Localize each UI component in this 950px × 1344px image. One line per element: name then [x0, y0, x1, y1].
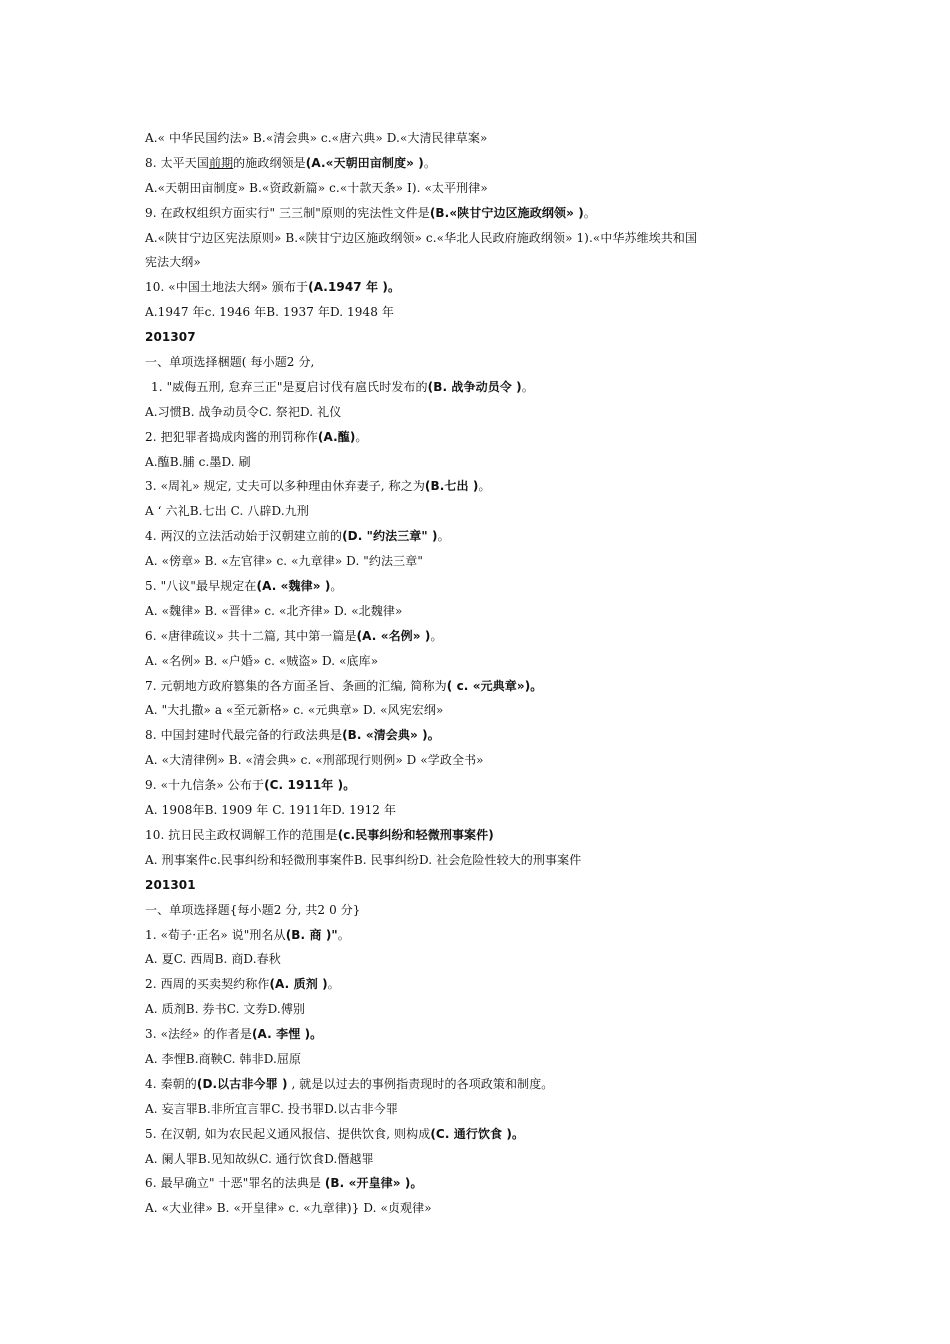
answer-text: (B. 商 )": [285, 927, 338, 942]
line-text: 10. «中国土地法大纲» 颁布于: [145, 280, 309, 295]
option-line: [145, 748, 825, 773]
line-text: A.«天朝田亩制度» B.«资政新篇» c.«十款天条» I). «太平刑律»: [145, 180, 488, 195]
line-text: 。: [437, 529, 450, 544]
line-text: 。: [423, 155, 436, 170]
line-text: 4. 秦朝的: [145, 1076, 197, 1091]
option-line: [145, 499, 825, 524]
heading-line: [145, 325, 825, 350]
question-line: [145, 524, 825, 549]
question-line: [145, 674, 825, 699]
line-text: 7. 元朝地方政府篡集的各方面圣旨、条画的汇编, 简称为: [145, 678, 447, 693]
question-line: [145, 1122, 825, 1147]
question-line: [145, 375, 825, 400]
option-line: [145, 300, 825, 325]
line-text: 3. «法经» 的作者是: [145, 1027, 252, 1042]
line-text: 6. 最早确立" 十恶"罪名的法典是: [145, 1176, 325, 1191]
option-line: [145, 698, 825, 723]
option-line: [145, 649, 825, 674]
line-text: A. «魏律» B. «晋律» c. «北齐律» D. «北魏律»: [145, 603, 403, 618]
underlined-text: 前期: [208, 155, 234, 170]
line-text: 5. "八议"最早规定在: [145, 579, 257, 594]
line-text: A. «名例» B. «户婚» c. «贼盗» D. «底库»: [145, 653, 379, 668]
answer-text: (D.以古非今罪 ): [196, 1076, 288, 1091]
answer-text: (A.«天朝田亩制度» ): [305, 155, 424, 170]
question-line: [145, 773, 825, 798]
line-text: A.«陕甘宁边区宪法原则» B.«陕甘宁边区施政纲领» c.«华北人民政府施政纲领» 1).«中华苏维埃共和国: [145, 230, 698, 245]
option-line: [145, 848, 825, 873]
line-text: 一、单项选择题{每小题2 分, 共2 0 分}: [145, 902, 361, 917]
line-text: 4. 两汉的立法活动始于汉朝建立前的: [145, 529, 343, 544]
option-line: [145, 947, 825, 972]
answer-text: (A. «名例» ): [356, 628, 431, 643]
line-text: 2. 西周的买卖契约称作: [145, 977, 270, 992]
option-line: [145, 1196, 825, 1221]
question-line: [145, 574, 825, 599]
answer-text: ( c. «元典章»)。: [446, 678, 543, 693]
line-text: A. "大扎撒» a «至元新格» c. «元典章» D. «风宪宏纲»: [145, 703, 444, 718]
option-line: [145, 549, 825, 574]
answer-text: (B.«陕甘宁边区施政纲领» ): [429, 205, 584, 220]
answer-text: (B. «清会典» )。: [342, 728, 440, 743]
option-line: [145, 798, 825, 823]
option-line: [145, 176, 825, 201]
answer-text: (c.民事纠纷和轻微刑事案件): [337, 827, 494, 842]
line-text: A. 质剂B. 券书C. 文券D.傅别: [145, 1002, 306, 1017]
line-text: 。: [330, 579, 343, 594]
question-line: [145, 151, 825, 176]
question-line: [145, 1022, 825, 1047]
answer-text: (A. «魏律» ): [256, 579, 331, 594]
option-line: [145, 250, 825, 275]
line-text: A.1947 年c. 1946 年B. 1937 年D. 1948 年: [145, 305, 395, 320]
answer-text: (A.醢): [317, 429, 356, 444]
line-text: 。: [521, 379, 534, 394]
line-text: 。: [337, 927, 350, 942]
line-text: 1. «荀子·正名» 说"刑名从: [145, 927, 286, 942]
question-line: [145, 1072, 825, 1097]
answer-text: 201307: [145, 330, 196, 345]
question-line: [145, 624, 825, 649]
line-text: , 就是以过去的事例指责现时的各项政策和制度。: [287, 1076, 554, 1091]
line-text: 8. 中国封建时代最完备的行政法典是: [145, 728, 343, 743]
line-text: 。: [327, 977, 340, 992]
line-text: 宪法大纲»: [145, 255, 201, 270]
line-text: 9. 在政权组织方面实行" 三三制"原则的宪法性文件是: [145, 205, 430, 220]
answer-text: (A. 李悝 )。: [251, 1027, 323, 1042]
line-text: A.习惯B. 战争动员令C. 祭祀D. 礼仪: [145, 404, 342, 419]
line-text: 5. 在汉朝, 如为农民起义通风报信、提供饮食, 则构成: [145, 1126, 431, 1141]
answer-text: (B. «开皇律» )。: [324, 1176, 423, 1191]
line-text: 。: [478, 479, 491, 494]
line-text: A. 刑事案件c.民事纠纷和轻微刑事案件B. 民事纠纷D. 社会危险性较大的刑事案件: [145, 852, 582, 867]
line-text: A. «傍章» B. «左官律» c. «九章律» D. "约法三章": [145, 554, 423, 569]
heading-line: [145, 873, 825, 898]
line-text: A. 妄言罪B.非所宜言罪C. 投书罪D.以古非今罪: [145, 1101, 398, 1116]
question-line: [145, 275, 825, 300]
question-line: [145, 474, 825, 499]
line-text: 10. 抗日民主政权调解工作的范围是: [145, 827, 338, 842]
document-body: [145, 126, 825, 1221]
line-text: A. 阑人罪B.见知故纵C. 通行饮食D.僭越罪: [145, 1151, 374, 1166]
line-text: 8. 太平天国: [145, 155, 209, 170]
line-text: 6. «唐律疏议» 共十二篇, 其中第一篇是: [145, 628, 357, 643]
option-line: [145, 997, 825, 1022]
line-text: 3. «周礼» 规定, 丈夫可以多种理由休弃妻子, 称之为: [145, 479, 425, 494]
line-text: A. 1908年B. 1909 年 C. 1911年D. 1912 年: [145, 803, 397, 818]
line-text: 2. 把犯罪者捣成肉酱的刑罚称作: [145, 429, 318, 444]
line-text: 。: [430, 628, 443, 643]
answer-text: (C. 1911年 )。: [264, 778, 356, 793]
option-line: [145, 599, 825, 624]
line-text: A. 李悝B.商鞅C. 韩非D.屈原: [145, 1051, 302, 1066]
option-line: [145, 450, 825, 475]
answer-text: (B. 战争动员令 ): [427, 379, 522, 394]
line-text: 一、单项选择梱题( 每小题2 分,: [145, 355, 315, 370]
question-line: [145, 923, 825, 948]
answer-text: (B.七出 ): [424, 479, 479, 494]
line-text: 9. «十九信条» 公布于: [145, 778, 265, 793]
question-line: [145, 723, 825, 748]
option-line: [145, 1147, 825, 1172]
answer-text: (A. 质剂 ): [269, 977, 328, 992]
line-text: 。: [355, 429, 368, 444]
line-text: A ‘ 六礼B.七出 C. 八辟D.九刑: [145, 504, 309, 519]
section-line: [145, 898, 825, 923]
line-text: 1. "威侮五刑, 怠弃三正"是夏启讨伐有扈氏时发布的: [151, 379, 428, 394]
line-text: A.« 中华民国约法» B.«清会典» c.«唐六典» D.«大清民律草案»: [145, 131, 488, 145]
answer-text: 201301: [145, 877, 196, 892]
question-line: [145, 972, 825, 997]
line-text: 的施政纲领是: [233, 155, 306, 170]
option-line: [145, 226, 825, 251]
option-line: [145, 1097, 825, 1122]
option-line: [145, 400, 825, 425]
question-line: [145, 201, 825, 226]
option-line: [145, 126, 825, 151]
line-text: A. «大清律例» B. «清会典» c. «刑部现行则例» D «学政全书»: [145, 753, 484, 768]
answer-text: (D. "约法三章" ): [342, 529, 438, 544]
answer-text: (C. 通行饮食 )。: [430, 1126, 525, 1141]
question-line: [145, 1171, 825, 1196]
line-text: 。: [583, 205, 596, 220]
line-text: A.醢B.脯 c.墨D. 刷: [145, 454, 251, 469]
question-line: [145, 823, 825, 848]
line-text: A. 夏C. 西周B. 商D.春秋: [145, 952, 281, 967]
question-line: [145, 425, 825, 450]
answer-text: (A.1947 年 )。: [308, 280, 401, 295]
section-line: [145, 350, 825, 375]
line-text: A. «大业律» B. «开皇律» c. «九章律)} D. «贞观律»: [145, 1201, 432, 1216]
option-line: [145, 1047, 825, 1072]
